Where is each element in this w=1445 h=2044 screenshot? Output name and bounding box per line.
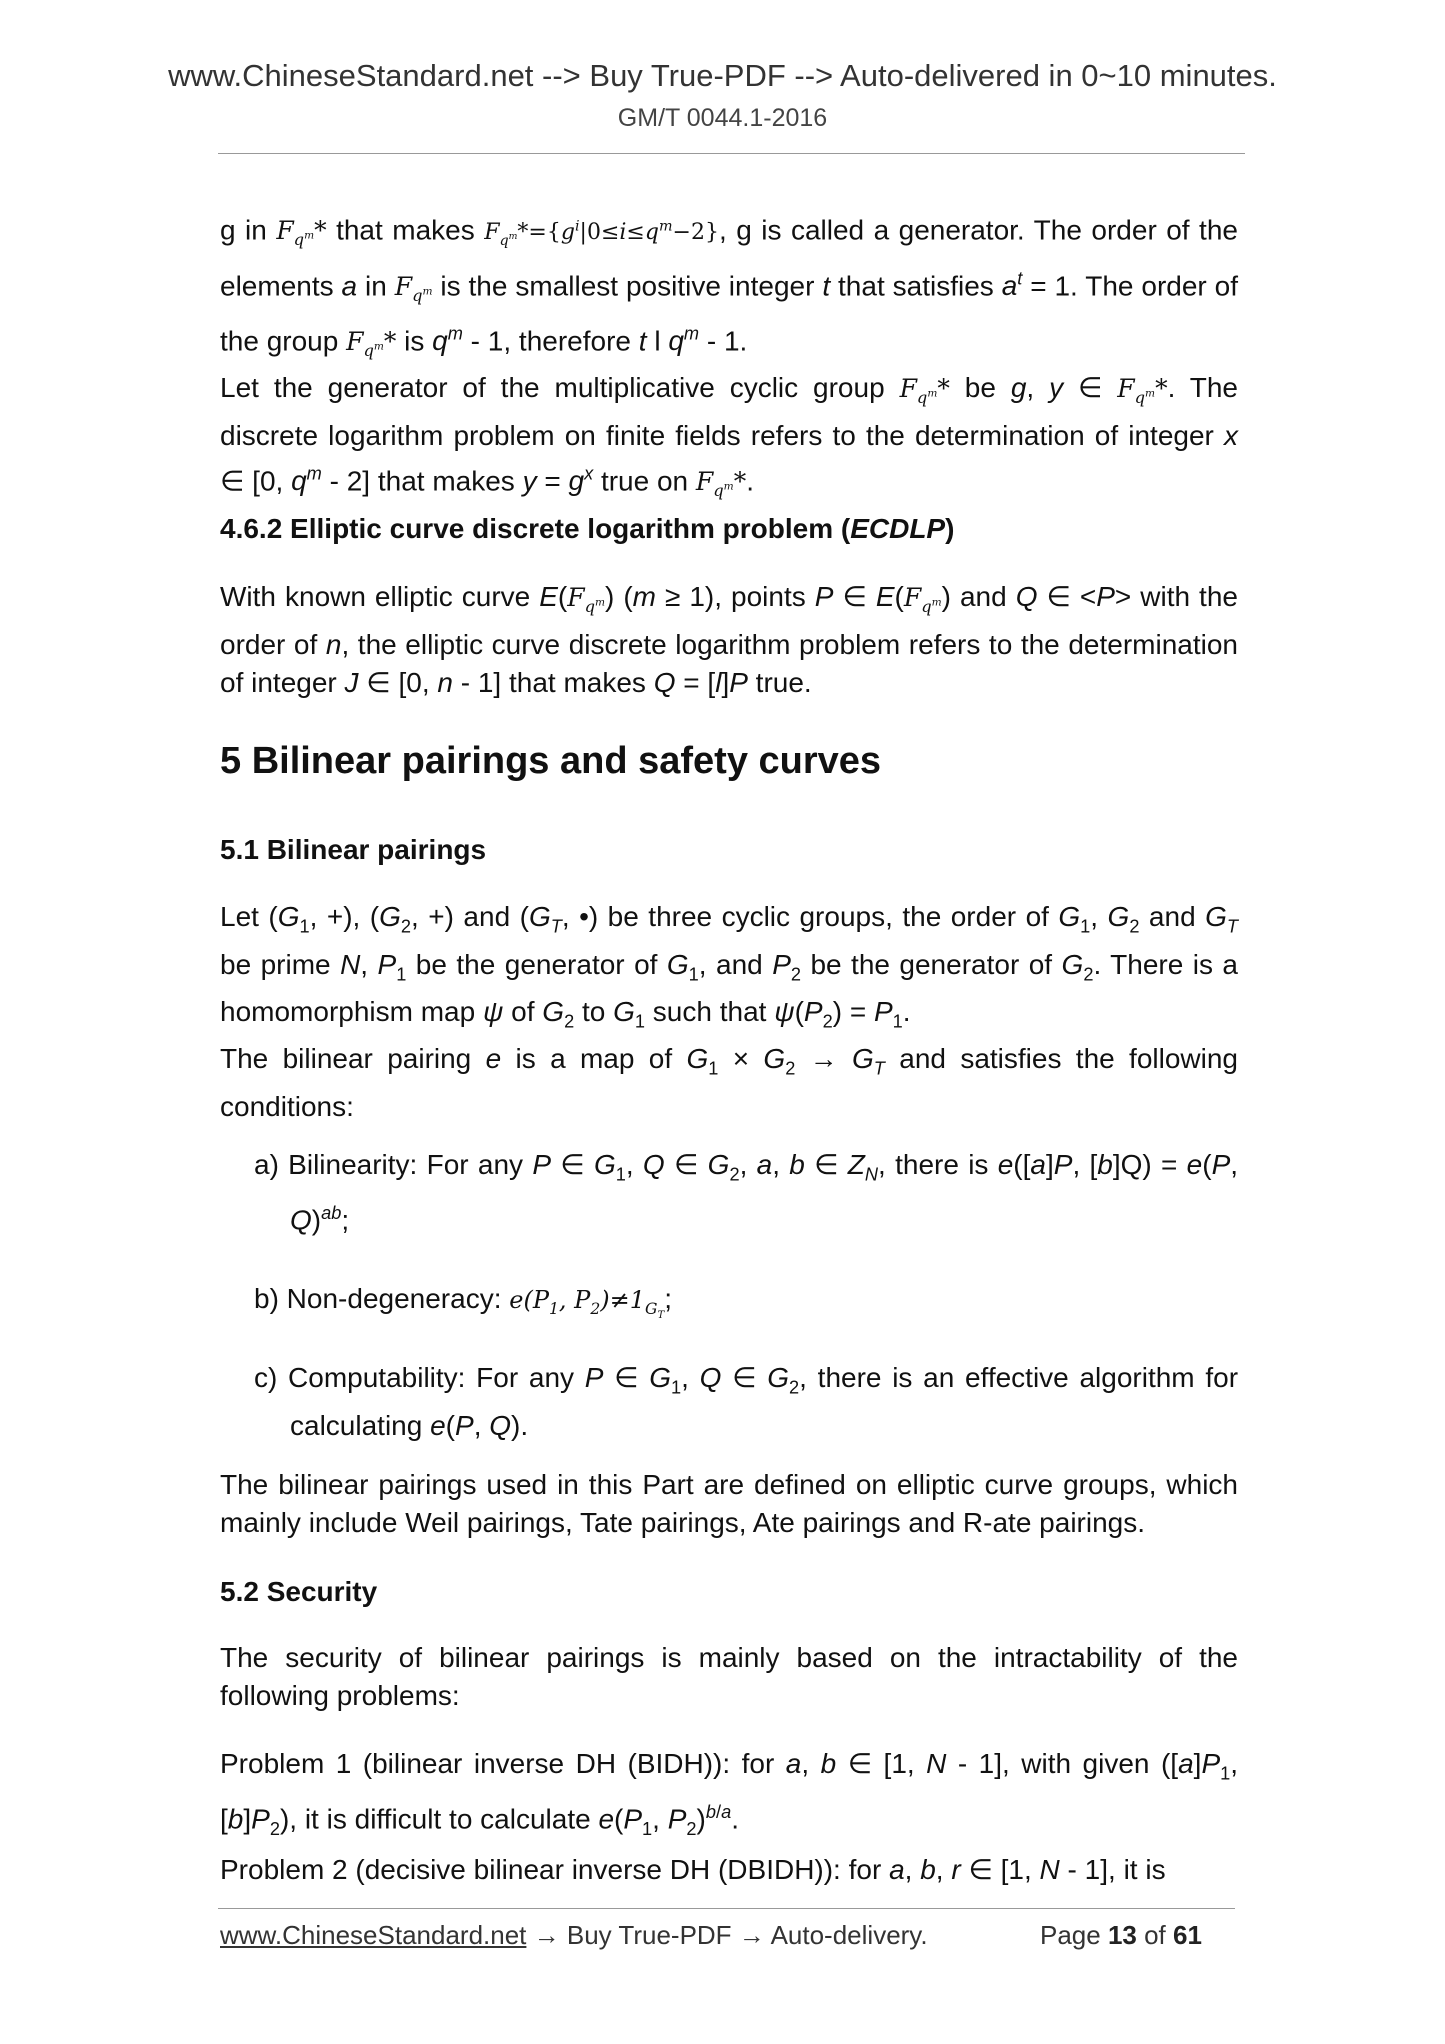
paragraph-generator: g in $F_{q^m}*$ that makes $F_{q^m}*=\{g^i|0\le i\le q^m-2\}$, g is called a generator. The order of the elements a in $F_{q^m}$ is the smallest positive integer t that satisfies $a^t = 1$. The order of the group $F_{q^m}*$ is $q^m - 1$, therefore t l $q^m - 1$. xyxy=(220,214,1239,361)
paragraph-problem-2: Problem 2 (decisive bilinear inverse DH (DBIDH)): for a, b, r ∈ [1, N - 1], it is xyxy=(220,1854,1166,1885)
paragraph-ecdlp: With known elliptic curve $E(F_{q^m}) (m \ge 1)$, points P ∈ $E(F_{q^m})$ and Q ∈ <P> with the order of n, the elliptic curve discrete logarithm problem refers to the determination of integer J ∈ [0, n - 1] that makes Q = [l]P true. xyxy=(220,581,1238,698)
standard-code: GM/T 0044.1-2016 xyxy=(617,104,828,132)
section-5-1-heading: 5.1 Bilinear pairings xyxy=(220,834,487,865)
list-item-non-degeneracy: b) Non-degeneracy: $e(P_1$, $P_2)\ne 1_{G_T}$; xyxy=(254,1283,672,1321)
section-5-2-heading: 5.2 Security xyxy=(220,1576,378,1607)
paragraph-pairing-types: The bilinear pairings used in this Part are defined on elliptic curve groups, which mainly include Weil pairings, Tate pairings, Ate pairings and R-ate pairings. xyxy=(220,1469,1238,1538)
paragraph-problem-1: Problem 1 (bilinear inverse DH (BIDH)): for a, b ∈ [1, N - 1], with given ($[a]P_1$, $[b]P_2$), it is difficult to calculate $e(P_1$, $P_2)^{b/a}$. xyxy=(220,1748,1239,1839)
paragraph-discrete-log: Let the generator of the multiplicative cyclic group $F_{q^m}*$ be g, y ∈ $F_{q^m}*$. The discrete logarithm problem on finite fields refers to the determination of integer x ∈ [0, $q^m - 2$] that makes $y = g^x$ true on $F_{q^m}*$. xyxy=(220,372,1238,501)
header-divider xyxy=(218,153,1245,154)
paragraph-cyclic-groups: Let ($G_1$, +), ($G_2$, +) and ($G_T$, •) be three cyclic groups, the order of $G_1$, $G_2$ and $G_T$ be prime N, $P_1$ be the generator of $G_1$, and $P_2$ be the generator of $G_2$. There is a homomorphism map ψ of $G_2$ to $G_1$ such that $\psi(P_2) = P_1$. xyxy=(220,901,1239,1032)
list-item-bilinearity: a) Bilinearity: For any P ∈ $G_1$, Q ∈ $G_2$, a, b ∈ $Z_N$, there is e([a]P, [b]Q) = e(P, Q)$^{ab}$; xyxy=(254,1149,1239,1235)
paragraph-bilinear-map: The bilinear pairing e is a map of $G_1 \times G_2 \to G_T$ and satisfies the following conditions: xyxy=(220,1043,1239,1122)
footer-site-link[interactable]: www.ChineseStandard.net xyxy=(220,1920,527,1950)
footer-divider xyxy=(218,1908,1235,1909)
section-5-heading: 5 Bilinear pairings and safety curves xyxy=(220,740,882,782)
paragraph-security: The security of bilinear pairings is mainly based on the intractability of the following problems: xyxy=(220,1642,1238,1711)
header-banner: www.ChineseStandard.net --> Buy True-PDF --> Auto-delivered in 0~10 minutes. xyxy=(168,58,1277,93)
section-4-6-2-heading: 4.6.2 Elliptic curve discrete logarithm problem (ECDLP) xyxy=(220,513,955,544)
footer-promo: www.ChineseStandard.net → Buy True-PDF → Auto-delivery. xyxy=(220,1920,928,1950)
list-item-computability: c) Computability: For any P ∈ $G_1$, Q ∈ $G_2$, there is an effective algorithm for calculating e(P, Q). xyxy=(254,1362,1239,1441)
page-indicator: Page 13 of 61 xyxy=(1040,1920,1202,1950)
